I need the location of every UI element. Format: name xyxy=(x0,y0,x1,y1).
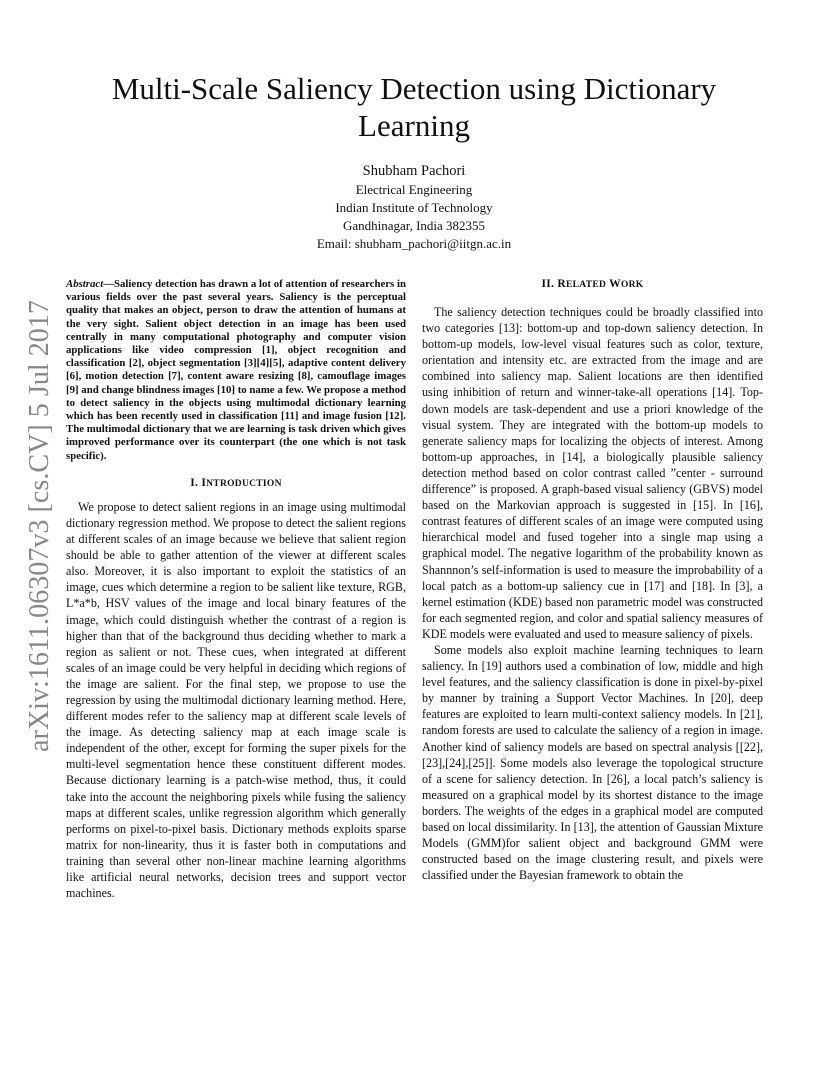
paper-title: Multi-Scale Saliency Detection using Dictionary Learning xyxy=(111,71,717,143)
section-heading-rest: NTRODUCTION xyxy=(206,478,282,489)
related-paragraph-1: The saliency detection techniques could be broadly classified into two categories [13]: bottom-up and top-down saliency detection. In bottom-up models, low-level visual features such as color, texture, orientation and intensity etc. are extracted from the image and are combined into saliency map. Salient locations are then identified using inhibition of return and winner-take-all operations [14]. Top-down models are task-dependent and use a priori knowledge of the visual system. They are integrated with the bottom-up models to generate saliency maps for localizing the objects of interest. Among bottom-up approaches, in [14], a biologically plausible saliency detection method based on color contrast called ”center - surround difference” is proposed. A graph-based visual saliency (GBVS) model based on the Markovian approach is suggested in [15]. In [16], contrast features of different scales of an image were computed using hierarchical model and fused togeher into a single map using a graphical model. The negative logarithm of the probability known as Shannnon’s self-information is used to measure the improbability of a local patch as a bottom-up saliency cue in [17] and [18]. In [3], a kernel estimation (KDE) based non parametric model was constructed for each segmented region, and color and spatial saliency measures of KDE models were evaluated and used to measure saliency of pixels. xyxy=(422,305,763,641)
section-heading-initial: I xyxy=(201,476,207,489)
section-number: II. xyxy=(541,278,558,290)
arxiv-id: arXiv:1611.06307v3 [cs.CV] 5 Jul 2017 xyxy=(24,301,55,752)
author-block xyxy=(164,162,664,253)
section-heading-initial: R xyxy=(557,278,566,290)
section-number: I. xyxy=(190,476,202,489)
section-heading-rest: ELATED xyxy=(566,280,607,290)
author-email: Email: shubham_pachori@iitgn.ac.in xyxy=(316,236,512,251)
section-heading-initial: W xyxy=(606,278,621,290)
author-institute: Indian Institute of Technology xyxy=(335,200,493,215)
arxiv-stamp xyxy=(17,300,57,760)
abstract-label: Abstract xyxy=(66,278,104,290)
abstract-text: —Saliency detection has drawn a lot of attention of researchers in various fields over the past several years. Saliency is the perceptual quality that makes an object, person to draw the attention of humans at the very sight. Salient object detection in an image has been used centrally in many computational photography and computer vision applications like video compression [1], object recognition and classification [2], object segmentation [3][4][5], adaptive content delivery [6], motion detection [7], content aware resizing [8], camouflage images [9] and change blindness images [10] to name a few. We propose a method to detect saliency in the objects using multimodal dictionary learning which has been recently used in classification [11] and image fusion [12]. The multimodal dictionary that we are learning is task driven which gives improved performance over its counterpart (the one which is not task specific). xyxy=(66,278,406,462)
related-paragraph-2: Some models also exploit machine learning techniques to learn saliency. In [19] authors used a combination of low, middle and high level features, and the saliency classification is done in pixel-by-pixel by manner by training a Support Vector Machines. In [20], deep features are exploited to learn multi-context saliency models. In [21], random forests are used to calculate the saliency of a region in image. Another kind of saliency models are based on spectral analysis [[22],[23],[24],[25]]. Some models also leverage the topological structure of a scene for saliency detection. In [26], a local patch’s saliency is measured on a graphical model by its shortest distance to the image borders. The weights of the edges in a graphical model are computed based on local dissimilarity. In [13], the attention of Gaussian Mixture Models (GMM)for salient object and background GMM were constructed based on the image clustering result, and pixels were classified under the Bayesian framework to obtain the xyxy=(422,642,763,883)
section-heading-rest: ORK xyxy=(620,280,644,290)
intro-paragraph: We propose to detect salient regions in an image using multimodal dictionary regression method. We propose to detect the salient regions at different scales of an image because we believe that salient region should be able to gather attention of the viewer at different scales also. Moreover, it is also important to exploit the statistics of an image, cues which determine a region to be salient like texture, RGB, L*a*b, HSV values of the image and local binary features of the image, which could distinguish whether the contrast of a region is higher than that of the background thus deciding whether to mark a region as salient or not. These cues, when integrated at different scales of an image could be very helpful in deciding which regions of the image are salient. For the final step, we propose to use the regression by using the multimodal dictionary learning method. Here, different modes refer to the saliency map at different scale levels of the image. As detecting saliency map at each image scale is independent of the other, except for forming the super pixels for the multi-level segmentation hence these constituent different modes. Because dictionary learning is a patch-wise method, thus, it could take into the account the neighboring pixels while fusing the saliency maps at different scales, unlike regression algorithm which generally performs on pixel-to-pixel basis. Dictionary methods exploits sparse matrix for non-linearity, thus it is faster both in computations and training than several other non-linear machine learning algorithms like artificial neural networks, decision trees and support vector machines. xyxy=(66,499,406,901)
section-heading-introduction xyxy=(66,477,406,489)
author-department: Electrical Engineering xyxy=(355,182,473,197)
right-column xyxy=(422,278,763,883)
author-name: Shubham Pachori xyxy=(362,163,466,179)
section-heading-related-work xyxy=(422,278,763,290)
abstract xyxy=(66,278,406,463)
author-location: Gandhinagar, India 382355 xyxy=(342,218,486,233)
left-column xyxy=(66,278,406,901)
arxiv-stamp-svg xyxy=(17,300,57,760)
